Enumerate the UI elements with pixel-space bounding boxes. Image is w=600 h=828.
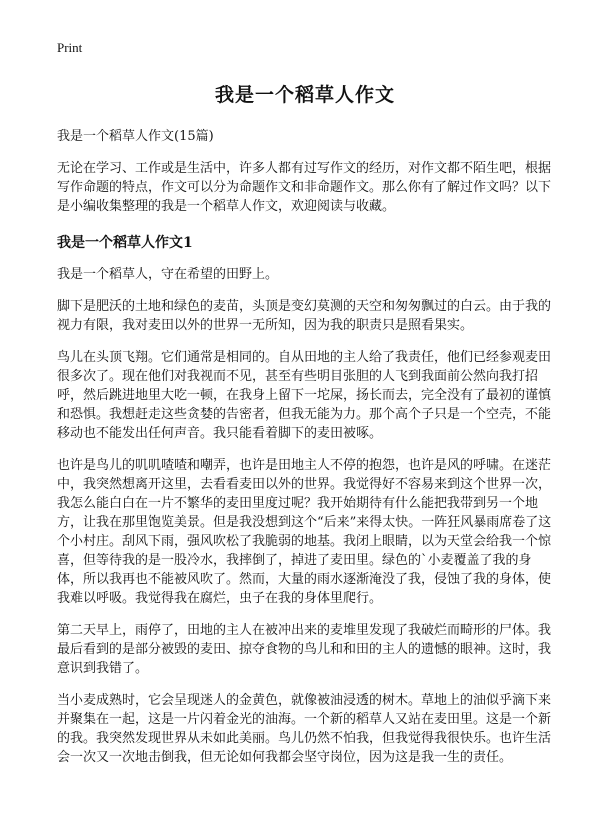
body-paragraph: 我是一个稻草人，守在希望的田野上。 [57,267,279,282]
document-page [57,40,553,780]
page-title: 我是一个稻草人作文 [214,84,395,106]
body-paragraph: 脚下是肥沃的土地和绿色的麦苗，头顶是变幻莫测的天空和匆匆飘过的白云。由于我的视力有限，我对麦田以外的世界一无所知，因为我的职责只是照看果实。 [57,299,552,333]
body-paragraph: 第二天早上，雨停了，田地的主人在被冲出来的麦堆里发现了我破烂而畸形的尸体。我最后看到的是部分被毁的麦田、掠夺食物的鸟儿和和田的主人的遗憾的眼神。这时，我意识到我错了。 [57,623,552,676]
body-paragraph: 鸟儿在头顶飞翔。它们通常是相同的。自从田地的主人给了我责任，他们已经参观麦田很多次了。现在他们对我视而不见，甚至有些明目张胆的人飞到我面前公然向我打招呼，然后跳进地里大吃一顿，在我身上留下一坨屎，扬长而去，完全没有了最初的谨慎和恐惧。我想赶走这些贪婪的告密者，但我无能为力。那个高个子只是一个空壳，不能移动也不能发出任何声音。我只能看着脚下的麦田被啄。 [57,350,552,441]
print-link[interactable]: Print [57,40,83,55]
body-paragraph: 也许是鸟儿的叽叽喳喳和嘲弄，也许是田地主人不停的抱怨，也许是风的呼啸。在迷茫中，我突然想离开这里，去看看麦田以外的世界。我觉得好不容易来到这个世界一次，我怎么能白白在一片不繁华的麦田里度过呢？我开始期待有什么能把我带到另一个地方，让我在那里饱览美景。但是我没想到这个“后来”来得太快。一阵狂风暴雨席卷了这个小村庄。刮风下雨，强风吹松了我脆弱的地基。我闭上眼睛，以为天堂会给我一个惊喜，但等待我的是一股冷水，我摔倒了，掉进了麦田里。绿色的`小麦覆盖了我的身体，所以我再也不能被风吹了。然而，大量的雨水逐渐淹没了我，侵蚀了我的身体，使我难以呼吸。我觉得我在腐烂，虫子在我的身体里爬行。 [57,458,552,606]
subtitle: 我是一个稻草人作文(15篇) [57,129,214,144]
intro-paragraph: 无论在学习、工作或是生活中，许多人都有过写作文的经历，对作文都不陌生吧，根据写作命题的特点，作文可以分为命题作文和非命题作文。那么你有了解过作文吗？以下是小编收集整理的我是一个稻草人作文，欢迎阅读与收藏。 [57,161,552,214]
section-heading: 我是一个稻草人作文1 [57,235,193,251]
body-paragraph: 当小麦成熟时，它会呈现迷人的金黄色，就像被油浸透的树木。草地上的油似乎滴下来并聚集在一起，这是一片闪着金光的油海。一个新的稻草人又站在麦田里。这是一个新的我。我突然发现世界从未如此美丽。鸟儿仍然不怕我，但我觉得我很快乐。也许生活会一次又一次地击倒我，但无论如何我都会坚守岗位，因为这是我一生的责任。 [57,693,552,765]
